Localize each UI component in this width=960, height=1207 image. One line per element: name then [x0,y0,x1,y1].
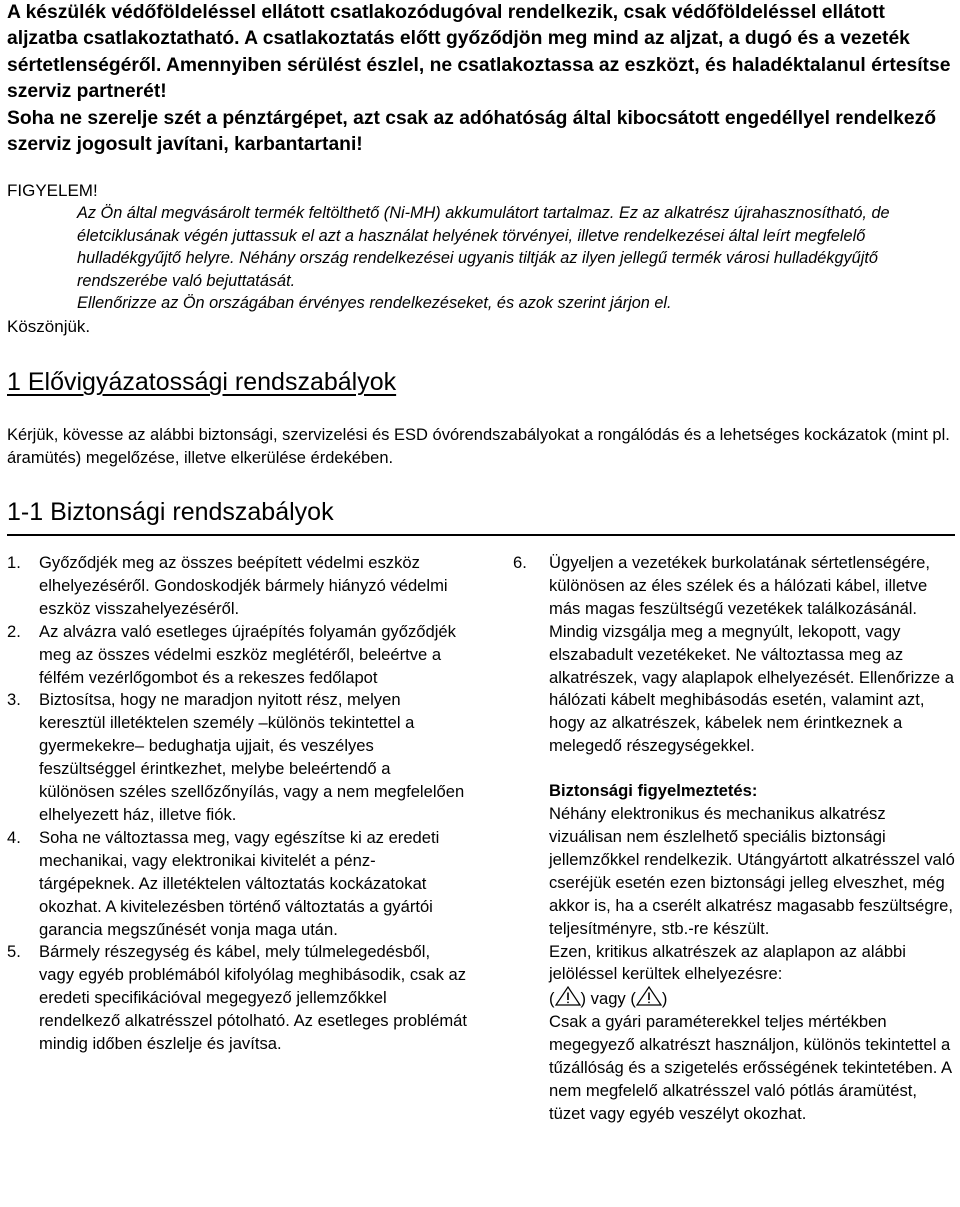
warning-triangle-icon [636,986,662,1006]
warning-title: FIGYELEM! [7,181,98,200]
safety-warning-heading: Biztonsági figyelmeztetés: [549,781,758,801]
list-text: Bármely részegység és kábel, mely túlmelegedésből, vagy egyéb problémából kifolyólag meghibásodik, csak az eredeti specifikációval megegyező jellemzőkkel rendelkező alkatrésszel pótolható. Az esetleges problémát mindig időben észlelje és javítsa. [39,942,468,1054]
list-item [7,552,467,621]
list-number: 3. [7,690,21,710]
warning-triangle-icon [555,986,581,1006]
list-number: 6. [513,553,527,572]
safety-notice-bold [7,0,955,158]
list-number: 5. [7,942,21,962]
safety-rules-list [7,552,467,1056]
list-text: Győződjék meg az összes beépített védelmi eszköz elhelyezéséről. Gondoskodjék bármely hiányzó védelmi eszköz visszahelyezéséről. [39,553,448,618]
list-item [7,621,467,690]
list-item [7,827,467,942]
warning-symbols-line: ( ) vagy ( ) [549,986,957,1011]
critical-parts-text: Ezen, kritikus alkatrészek az alaplapon az alábbi jelöléssel kerültek elhelyezésre: [549,941,906,984]
list-text: Ügyeljen a vezetékek burkolatának sértetlenségére, különösen az éles szélek és a hálózati kábel, illetve más magas feszültségű vezetékek találkozásánál. Mindig vizsgálja meg a megnyúlt, lekopott, vagy elszabadult vezetékeket. Ne változtassa meg az alkatrészek, vagy alaplapok elhelyezését. Ellenőrizze a hálózati kábelt meghibásodás esetén, valamint azt, hogy az alkatrészek, kábelek nem érintkeznek a melegedő részegységekkel. [549,553,954,756]
list-text: Az alvázra való esetleges újraépítés folyamán győződjék meg az összes védelmi eszköz meglétéről, beleértve a félfém vezérlőgombot és a rekeszes fedőlapot [39,621,456,687]
list-item [513,552,957,758]
grounding-paragraph: A készülék védőföldeléssel ellátott csatlakozódugóval rendelkezik, csak védőföldeléssel ellátott aljzatba csatlakoztatható. A csatlakoztatás előtt győződjön meg mind az aljzat, a dugó és a vezeték sértetlenségéről. Amennyiben sérülést észlel, ne csatlakoztassa az eszközt, és haladéktalanul értesítse szerviz partnerét! [7,2,951,103]
right-column [513,552,957,1126]
section-divider [7,534,955,536]
safety-warning-text: Néhány elektronikus és mechanikus alkatrész vizuálisan nem észlelhető speciális biztonsági jellemzőkkel rendelkezik. Utángyártott alkatrésszel való cseréjük esetén ezen biztonsági jelleg elveszhet, még akkor is, ha a cserélt alkatrész magasabb feszültségre, teljesítményre, stb.-re készült. [549,804,955,938]
list-number: 4. [7,827,21,847]
section-1-intro: Kérjük, kövesse az alábbi biztonsági, szervizelési és ESD óvórendszabályokat a rongálódás és a lehetséges kockázatok (mint pl. áramütés) megelőzése, illetve elkerülése érdekében. [7,426,950,467]
battery-warning-text: Az Ön által megvásárolt termék feltölthető (Ni-MH) akkumulátort tartalmaz. Ez az alkatrész újrahasznosítható, de életciklusának végén juttassuk el azt a használat helyének törvényei, illetve rendelkezései által leírt megfelelő hulladékgyűjtő helyre. Néhány ország rendelkezései ugyanis tiltják az ilyen jellegű termék városi hulladékgyűjtő rendszerébe való bejuttatását. [77,204,890,290]
list-item [7,689,467,826]
section-1-title: 1 Elővigyázatossági rendszabályok [7,368,397,396]
list-number: 1. [7,553,21,572]
battery-warning [77,202,957,315]
list-text: Biztosítsa, hogy ne maradjon nyitott rész, melyen keresztül illetéktelen személy –különös tekintettel a gyermekekre– bedughatja ujjait, és veszélyes feszültséggel érintkezhet, melybe beleértendő a különösen széles szellőzőnyílás, vagy a nem megfelelően elhelyezett ház, illetve fiók. [39,690,465,824]
section-1-1-title: 1-1 Biztonsági rendszabályok [7,498,334,526]
closing-text: Csak a gyári paraméterekkel teljes mértékben megegyező alkatrészt használjon, különös tekintettel a tűzállóság és a szigetelés erősségének tekintetében. A nem megfelelő alkatrésszel való pótlás áramütést, tüzet vagy egyéb veszélyt okozhat. [549,1012,952,1123]
thanks-text: Köszönjük. [7,317,91,336]
list-item [7,941,467,1056]
list-text: Soha ne változtassa meg, vagy egészítse ki az eredeti mechanikai, vagy elektronikai kivitelét a pénz-tárgépeknek. Az illetéktelen változtatás kockázatokat okozhat. A kivitelezésben történő változtatás a gyártói garancia megszűnését vonja maga után. [39,827,440,939]
list-number: 2. [7,621,21,641]
regulations-text: Ellenőrizze az Ön országában érvényes rendelkezéseket, és azok szerint járjon el. [77,294,672,313]
disassembly-paragraph: Soha ne szerelje szét a pénztárgépet, azt csak az adóhatóság által kibocsátott engedéllyel rendelkező szerviz jogosult javítani, karbantartani! [7,107,937,156]
